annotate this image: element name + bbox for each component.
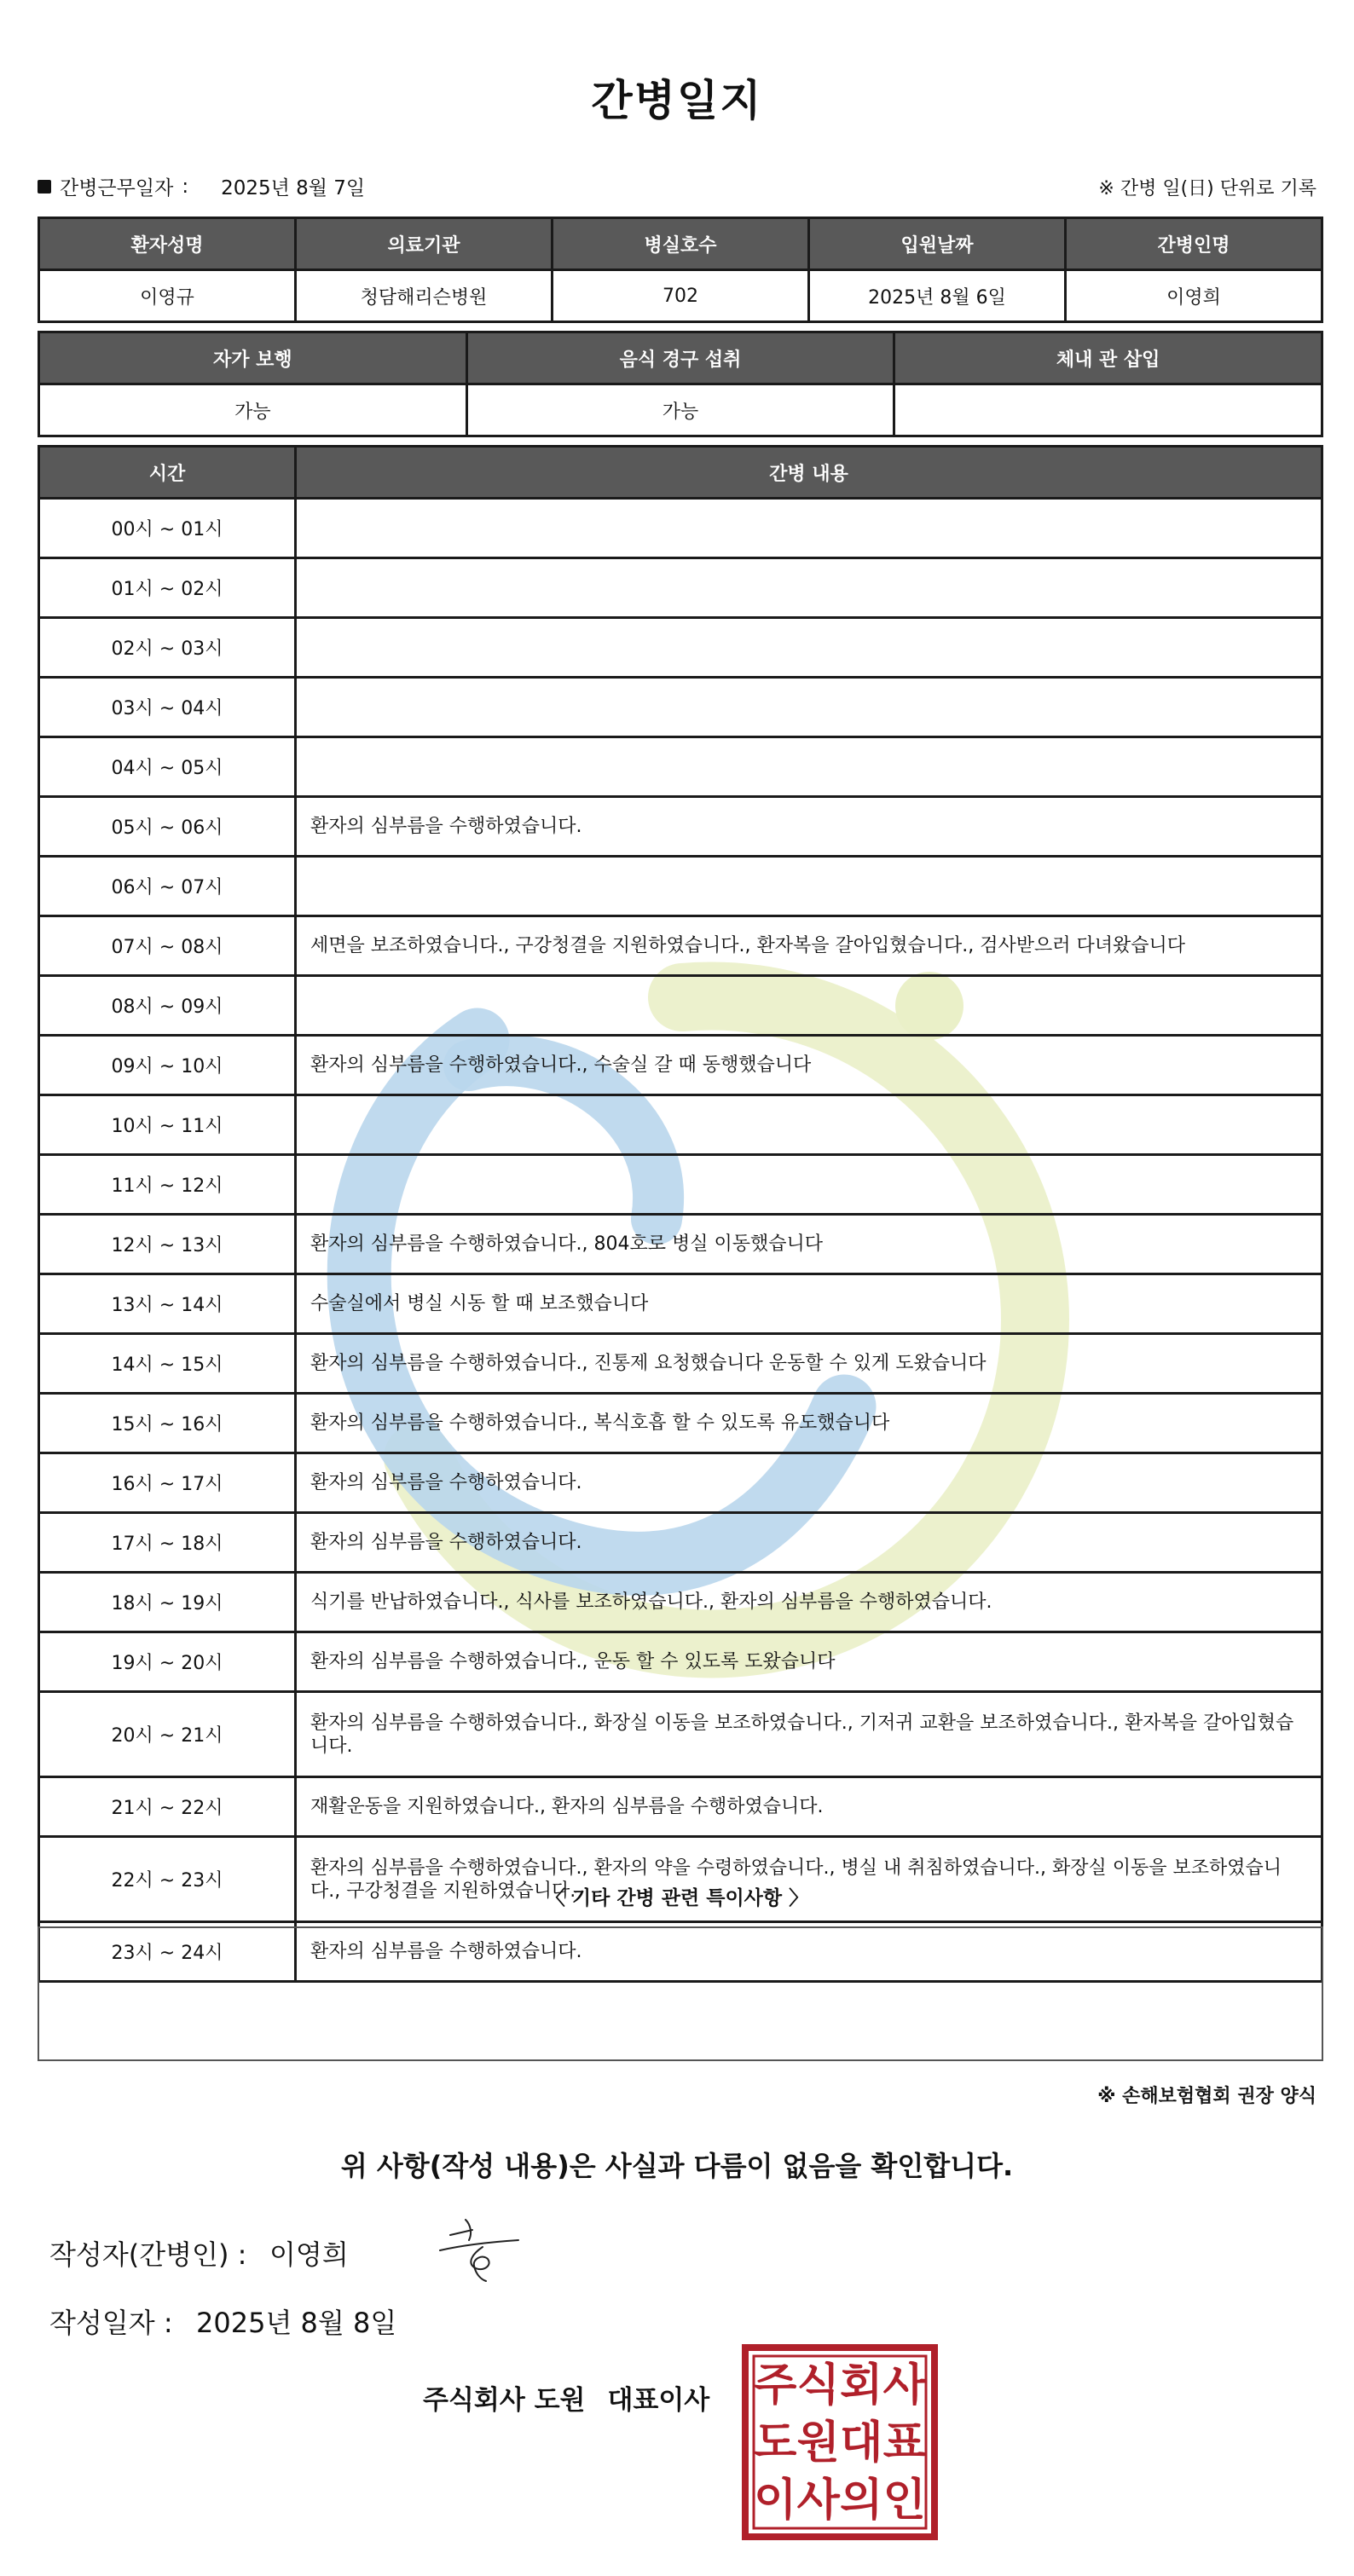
daily-record-note: ※ 간병 일(日) 단위로 기록 [1098,178,1316,199]
log-row [39,1777,1322,1837]
log-time: 11시 ~ 12시 [39,1155,296,1215]
work-date [38,172,365,200]
log-row [39,857,1322,916]
log-time: 12시 ~ 13시 [39,1215,296,1274]
log-time: 22시 ~ 23시 [39,1837,296,1922]
log-time: 09시 ~ 10시 [39,1036,296,1095]
seal-glyph: 식 [796,2359,840,2411]
log-row [39,1573,1322,1632]
seal-glyph: 원 [796,2417,840,2469]
writer-label: 작성자(간병인) : [49,2238,247,2271]
log-row [39,1095,1322,1155]
company-line [423,2378,709,2417]
log-content: 환자의 심부름을 수행하였습니다. [296,797,1322,857]
log-time: 06시 ~ 07시 [39,857,296,916]
log-time: 04시 ~ 05시 [39,737,296,797]
care-log-table [38,445,1323,1983]
patient-status-table [38,331,1323,437]
header-caregiver-name: 간병인명 [1066,218,1322,270]
log-content: 환자의 심부름을 수행하였습니다., 환자의 약을 수령하였습니다., 병실 내 취침하였습니다., 화장실 이동을 보조하였습니다., 구강청결을 지원하였습니다. [296,1837,1322,1922]
log-row [39,618,1322,678]
patient-name: 이영규 [39,270,296,322]
log-time: 18시 ~ 19시 [39,1573,296,1632]
seal-glyph: 사 [882,2359,926,2411]
log-row [39,1394,1322,1453]
log-row [39,1036,1322,1095]
document-title: 간병일지 [591,76,763,125]
seal-glyph: 의 [840,2475,883,2527]
log-content: 환자의 심부름을 수행하였습니다. [296,1513,1322,1573]
log-time: 15시 ~ 16시 [39,1394,296,1453]
log-content: 수술실에서 병실 시동 할 때 보조했습니다 [296,1274,1322,1334]
work-date-separator: : [182,175,189,198]
log-time: 07시 ~ 08시 [39,916,296,976]
log-content [296,558,1322,618]
log-row [39,1453,1322,1513]
writer-line [49,2233,349,2273]
header-patient-name: 환자성명 [39,218,296,270]
log-time: 20시 ~ 21시 [39,1692,296,1777]
written-date-value: 2025년 8월 8일 [196,2307,397,2339]
log-time: 02시 ~ 03시 [39,618,296,678]
log-content: 환자의 심부름을 수행하였습니다. [296,1453,1322,1513]
log-row [39,1692,1322,1777]
log-time: 01시 ~ 02시 [39,558,296,618]
log-content: 환자의 심부름을 수행하였습니다., 진통제 요청했습니다 운동할 수 있게 도왔습니다 [296,1334,1322,1394]
log-content [296,499,1322,558]
header-oral-intake: 음식 경구 섭취 [466,332,894,384]
log-content [296,1095,1322,1155]
log-time: 14시 ~ 15시 [39,1334,296,1394]
log-row [39,1513,1322,1573]
tube-insertion [894,384,1322,436]
header-hospital: 의료기관 [296,218,553,270]
log-content: 환자의 심부름을 수행하였습니다., 804호로 병실 이동했습니다 [296,1215,1322,1274]
log-row [39,1334,1322,1394]
log-row [39,916,1322,976]
log-row [39,678,1322,737]
log-time: 03시 ~ 04시 [39,678,296,737]
patient-info-table [38,217,1323,323]
log-content [296,737,1322,797]
confirmation-statement: 위 사항(작성 내용)은 사실과 다름이 없음을 확인합니다. [340,2150,1014,2182]
self-walking: 가능 [39,384,467,436]
log-content: 환자의 심부름을 수행하였습니다. [296,1922,1322,1982]
log-row [39,1155,1322,1215]
header-tube-insertion: 체내 관 삽입 [894,332,1322,384]
log-row [39,1274,1322,1334]
header-time: 시간 [39,447,296,499]
log-content [296,1155,1322,1215]
log-time: 05시 ~ 06시 [39,797,296,857]
log-time: 19시 ~ 20시 [39,1632,296,1692]
seal-glyph: 대 [840,2417,883,2469]
log-row [39,797,1322,857]
seal-glyph: 도 [754,2417,797,2469]
company-seal-stamp [742,2344,938,2540]
seal-glyph: 표 [882,2417,926,2469]
seal-glyph: 이 [754,2475,797,2527]
log-row [39,737,1322,797]
log-row [39,1632,1322,1692]
header-self-walking: 자가 보행 [39,332,467,384]
log-content: 재활운동을 지원하였습니다., 환자의 심부름을 수행하였습니다. [296,1777,1322,1837]
log-content: 식기를 반납하였습니다., 식사를 보조하였습니다., 환자의 심부름을 수행하였습니다. [296,1573,1322,1632]
log-content [296,857,1322,916]
special-notes-heading: 〈 기타 간병 관련 특이사항 〉 [545,1887,809,1909]
seal-glyph: 인 [882,2475,926,2527]
log-content: 환자의 심부름을 수행하였습니다., 복식호흡 할 수 있도록 유도했습니다 [296,1394,1322,1453]
log-content [296,618,1322,678]
seal-glyph: 사 [796,2475,840,2527]
admission-date: 2025년 8월 6일 [809,270,1066,322]
log-content: 세면을 보조하였습니다., 구강청결을 지원하였습니다., 환자복을 갈아입혔습니다., 검사받으러 다녀왔습니다 [296,916,1322,976]
log-row [39,976,1322,1036]
log-time: 16시 ~ 17시 [39,1453,296,1513]
log-content: 환자의 심부름을 수행하였습니다., 수술실 갈 때 동행했습니다 [296,1036,1322,1095]
log-time: 23시 ~ 24시 [39,1922,296,1982]
writer-name: 이영희 [269,2238,349,2271]
log-content [296,976,1322,1036]
handwritten-signature [433,2216,527,2284]
log-content: 환자의 심부름을 수행하였습니다., 화장실 이동을 보조하였습니다., 기저귀 교환을 보조하였습니다., 환자복을 갈아입혔습니다. [296,1692,1322,1777]
work-date-value: 2025년 8월 7일 [221,177,366,199]
log-time: 00시 ~ 01시 [39,499,296,558]
written-date-line [49,2302,396,2341]
log-row [39,1215,1322,1274]
seal-glyph: 회 [840,2359,883,2411]
log-time: 10시 ~ 11시 [39,1095,296,1155]
work-date-label: 간병근무일자 [60,177,174,199]
log-time: 21시 ~ 22시 [39,1777,296,1837]
header-room-number: 병실호수 [553,218,809,270]
header-care-content: 간병 내용 [296,447,1322,499]
log-content [296,678,1322,737]
room-number: 702 [553,270,809,322]
written-date-label: 작성일자 : [49,2307,173,2339]
log-time: 17시 ~ 18시 [39,1513,296,1573]
log-row [39,558,1322,618]
form-recommendation-note: ※ 손해보험협회 권장 양식 [1097,2086,1316,2107]
company-name: 주식회사 도원 [423,2385,586,2416]
header-admission-date: 입원날짜 [809,218,1066,270]
oral-intake: 가능 [466,384,894,436]
log-content: 환자의 심부름을 수행하였습니다., 운동 할 수 있도록 도왔습니다 [296,1632,1322,1692]
log-row [39,499,1322,558]
seal-glyph: 주 [754,2359,797,2411]
hospital: 청담해리슨병원 [296,270,553,322]
bullet-square-icon [38,180,51,193]
caregiver-name: 이영희 [1066,270,1322,322]
company-title: 대표이사 [607,2385,710,2416]
log-time: 13시 ~ 14시 [39,1274,296,1334]
log-time: 08시 ~ 09시 [39,976,296,1036]
